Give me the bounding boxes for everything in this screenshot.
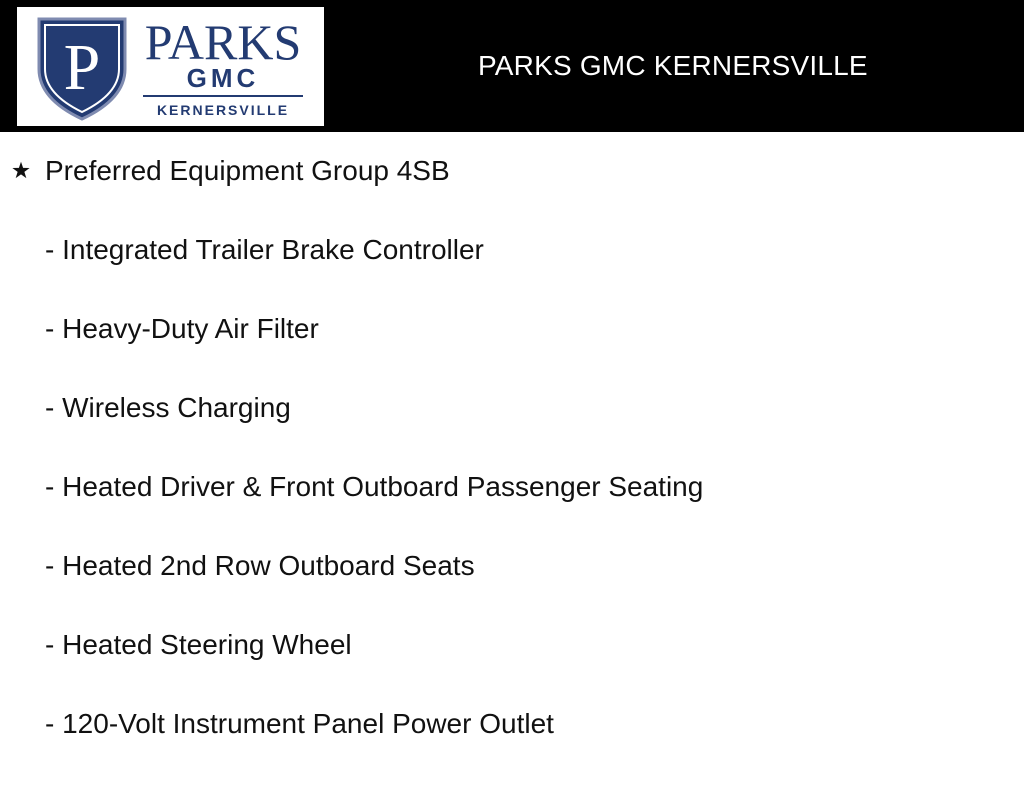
feature-item: - Wireless Charging: [45, 392, 291, 423]
feature-item: - Heavy-Duty Air Filter: [45, 313, 319, 344]
star-icon: [12, 161, 30, 179]
logo-divider: [143, 95, 303, 97]
feature-list: [45, 233, 703, 786]
dealer-name: PARKS GMC KERNERSVILLE: [478, 50, 868, 81]
feature-item: - Heated Steering Wheel: [45, 629, 352, 660]
shield-icon: [39, 19, 125, 119]
shield-letter: P: [63, 31, 101, 104]
feature-item: - Heated Driver & Front Outboard Passenger Seating: [45, 471, 704, 502]
dealer-logo: [17, 7, 324, 126]
logo-make-word: GMC: [186, 63, 260, 93]
feature-item: - Integrated Trailer Brake Controller: [45, 234, 484, 265]
header-bar: [0, 0, 1024, 132]
equipment-group-title: Preferred Equipment Group 4SB: [45, 155, 450, 186]
logo-brand-word: PARKS: [144, 14, 302, 70]
feature-item: - Heated 2nd Row Outboard Seats: [45, 550, 475, 581]
logo-location-word: KERNERSVILLE: [156, 102, 290, 118]
equipment-content: [0, 132, 1024, 768]
feature-item: - 120-Volt Instrument Panel Power Outlet: [45, 708, 554, 739]
